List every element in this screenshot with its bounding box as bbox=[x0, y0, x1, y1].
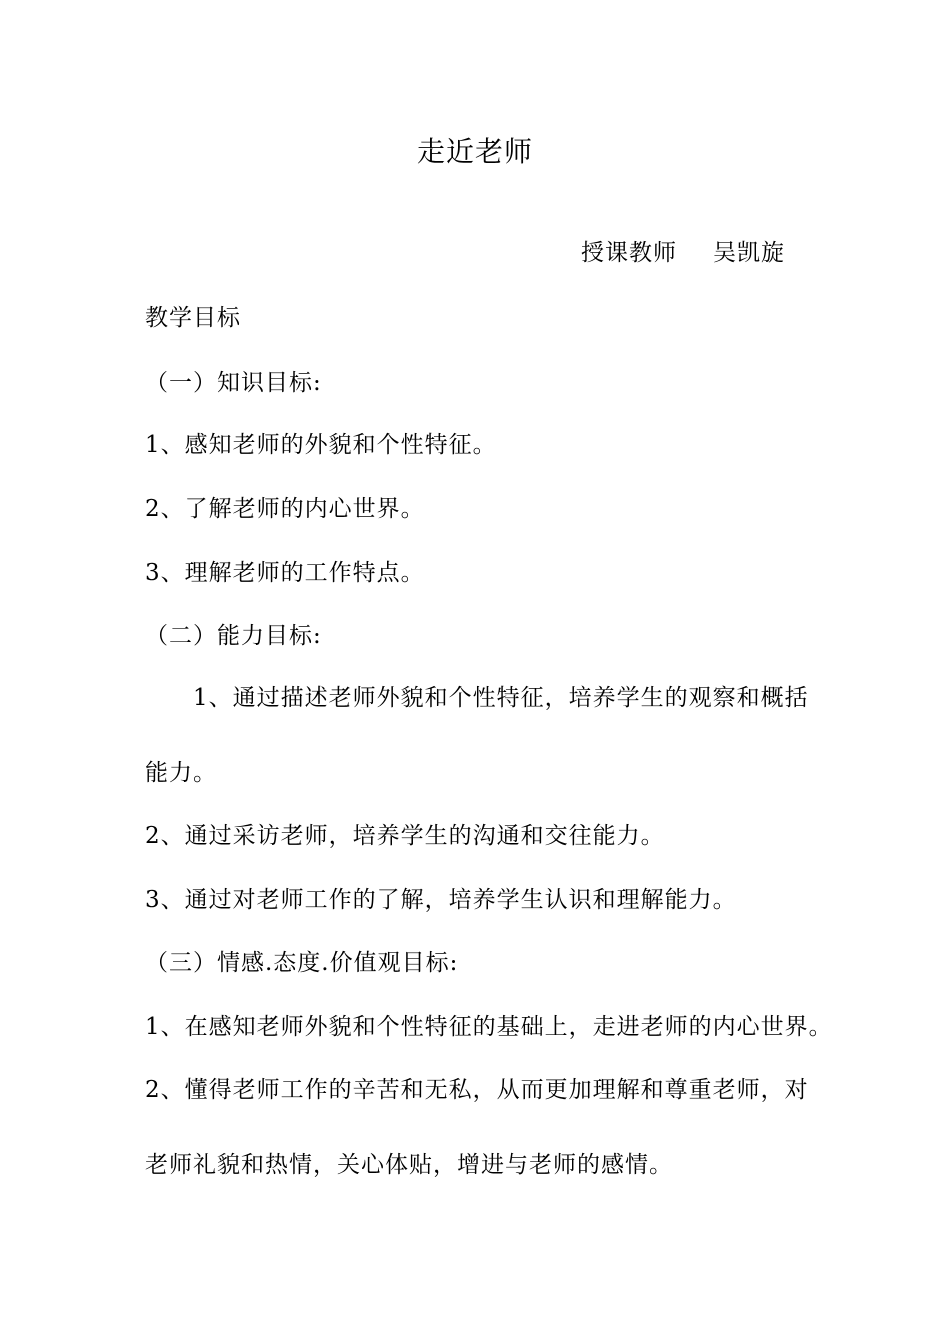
knowledge-item-2: 2、了解老师的内心世界。 bbox=[145, 496, 425, 522]
teacher-name: 吴凯旋 bbox=[713, 240, 785, 266]
emotion-heading: （三）情感.态度.价值观目标: bbox=[145, 950, 459, 976]
ability-item-3: 3、通过对老师工作的了解，培养学生认识和理解能力。 bbox=[145, 887, 737, 913]
knowledge-item-1: 1、感知老师的外貌和个性特征。 bbox=[145, 432, 497, 458]
ability-item-2: 2、通过采访老师，培养学生的沟通和交往能力。 bbox=[145, 823, 665, 849]
knowledge-item-3: 3、理解老师的工作特点。 bbox=[145, 560, 425, 586]
teacher-label: 授课教师 bbox=[581, 240, 677, 266]
teacher-credit bbox=[581, 238, 785, 268]
section-heading: 教学目标 bbox=[145, 305, 241, 331]
ability-item-1-line-1: 1、通过描述老师外貌和个性特征，培养学生的观察和概括 bbox=[193, 685, 809, 711]
knowledge-heading: （一）知识目标: bbox=[145, 370, 322, 396]
document-title: 走近老师 bbox=[416, 135, 533, 168]
emotion-item-2-line-1: 2、懂得老师工作的辛苦和无私，从而更加理解和尊重老师，对 bbox=[145, 1077, 809, 1103]
emotion-item-1: 1、在感知老师外貌和个性特征的基础上，走进老师的内心世界。 bbox=[145, 1014, 833, 1040]
emotion-item-2-line-2: 老师礼貌和热情，关心体贴，增进与老师的感情。 bbox=[145, 1152, 673, 1178]
ability-heading: （二）能力目标: bbox=[145, 623, 322, 649]
ability-item-1-line-2: 能力。 bbox=[145, 760, 217, 786]
